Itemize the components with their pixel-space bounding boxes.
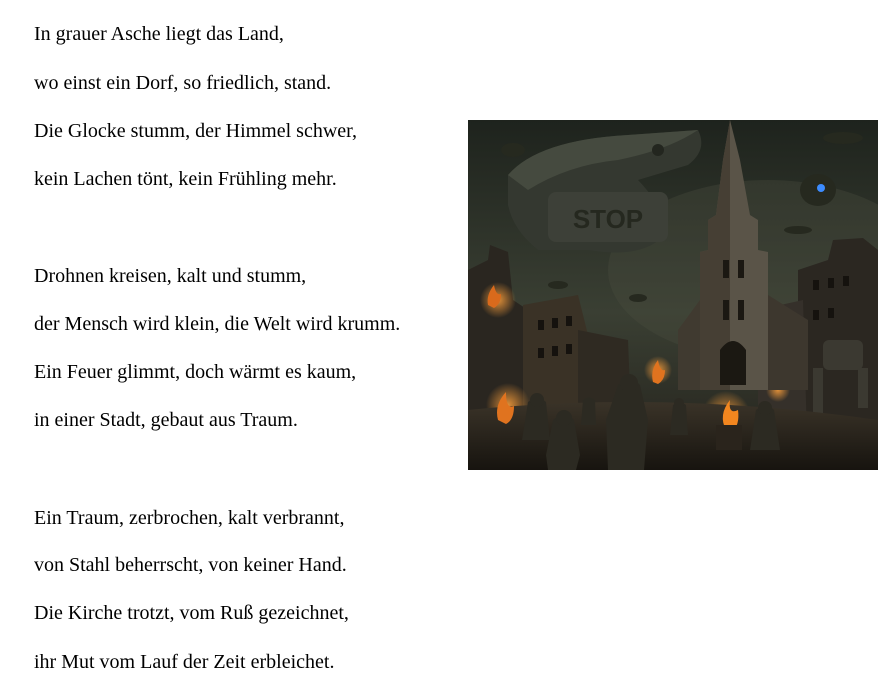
poem-line: In grauer Asche liegt das Land,	[34, 23, 284, 45]
poem-line: wo einst ein Dorf, so friedlich, stand.	[34, 72, 332, 94]
poem-line: von Stahl beherrscht, von keiner Hand.	[34, 554, 347, 576]
poem-line: in einer Stadt, gebaut aus Traum.	[34, 409, 298, 431]
poem-line: Ein Traum, zerbrochen, kalt verbrannt,	[34, 507, 345, 529]
poem-line: Ein Feuer glimmt, doch wärmt es kaum,	[34, 361, 357, 383]
stop-sign: STOP	[572, 204, 644, 234]
poem-line: der Mensch wird klein, die Welt wird krumm.	[34, 313, 401, 335]
poem-line: Die Glocke stumm, der Himmel schwer,	[34, 120, 358, 142]
poem-line: Die Kirche trotzt, vom Ruß gezeichnet,	[34, 602, 349, 624]
ruined-town-illustration	[468, 120, 878, 470]
poem-line: ihr Mut vom Lauf der Zeit erbleichet.	[34, 651, 335, 673]
poem-line: Drohnen kreisen, kalt und stumm,	[34, 265, 307, 287]
poem-line: kein Lachen tönt, kein Frühling mehr.	[34, 168, 337, 190]
